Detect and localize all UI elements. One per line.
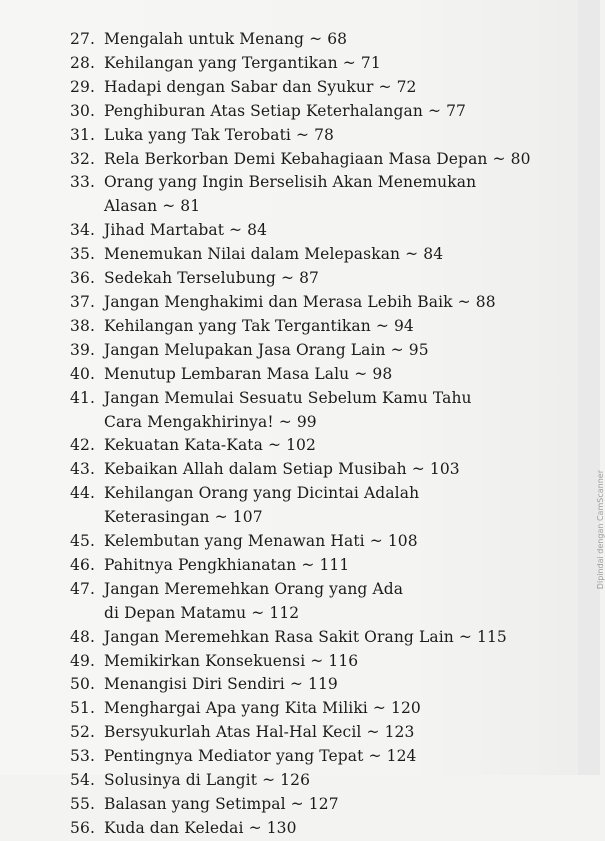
toc-entry-title-line: Kehilangan yang Tergantikan ~ 71 — [104, 53, 381, 72]
toc-entry — [62, 721, 502, 745]
toc-entry-title-line: Rela Berkorban Demi Kebahagiaan Masa Depan ~ 80 — [104, 149, 531, 168]
toc-entry-title — [104, 219, 502, 243]
toc-entry-number: 49. — [70, 651, 95, 670]
toc-entry-title-line: Kebaikan Allah dalam Setiap Musibah ~ 103 — [104, 460, 460, 479]
scan-margin — [578, 0, 605, 775]
toc-entry — [62, 76, 502, 100]
toc-entry-title-line: Jangan Melupakan Jasa Orang Lain ~ 95 — [104, 340, 429, 359]
toc-entry — [62, 100, 502, 124]
toc-entry-number: 27. — [70, 30, 95, 48]
toc-entry-title-line: Menutup Lembaran Masa Lalu ~ 98 — [104, 364, 393, 383]
toc-entry — [62, 291, 502, 315]
toc-entry — [62, 530, 502, 554]
toc-entry-title — [104, 387, 502, 435]
toc-entry-number: 55. — [70, 795, 95, 813]
toc-entry-number: 56. — [70, 818, 95, 837]
toc-entry-title — [104, 721, 502, 745]
toc-entry — [62, 219, 502, 243]
toc-entry-number: 36. — [70, 269, 95, 288]
toc-entry-title-line: Memikirkan Konsekuensi ~ 116 — [104, 651, 359, 670]
toc-entry-title-line: Mengalah untuk Menang ~ 68 — [104, 30, 348, 48]
toc-entry-number: 37. — [70, 292, 95, 311]
toc-entry-number: 41. — [70, 388, 95, 407]
toc-entry-number: 50. — [70, 675, 95, 694]
toc-entry-number: 46. — [70, 555, 95, 574]
toc-entry — [62, 458, 502, 482]
toc-entry-title — [104, 267, 502, 291]
toc-entry-number: 31. — [70, 125, 95, 144]
toc-entry-title — [104, 363, 502, 387]
toc-entry-title — [104, 793, 502, 817]
toc-entry-number: 38. — [70, 316, 95, 335]
toc-entry-number: 33. — [70, 173, 95, 192]
toc-entry — [62, 769, 502, 793]
toc-entry-number: 28. — [70, 53, 95, 72]
toc-entry-title — [104, 315, 502, 339]
toc-entry-title — [104, 458, 502, 482]
toc-entry — [62, 482, 502, 530]
toc-entry-number: 54. — [70, 771, 95, 790]
toc-entry-number: 47. — [70, 579, 95, 598]
table-of-contents — [62, 28, 531, 841]
toc-entry-title-line: Sedekah Terselubung ~ 87 — [104, 269, 319, 288]
toc-entry — [62, 434, 502, 458]
toc-entry-number: 45. — [70, 532, 95, 551]
toc-entry-title-line: Menemukan Nilai dalam Melepaskan ~ 84 — [104, 245, 444, 264]
toc-entry — [62, 697, 502, 721]
toc-entry-title — [104, 124, 502, 148]
toc-entry — [62, 52, 502, 76]
toc-entry-title-line: Jangan Memulai Sesuatu Sebelum Kamu Tahu — [104, 388, 472, 407]
toc-entry — [62, 578, 502, 626]
toc-entry — [62, 817, 502, 841]
toc-entry-title-line: Kekuatan Kata-Kata ~ 102 — [104, 436, 316, 455]
toc-entry — [62, 28, 502, 52]
toc-entry-title-line: Jangan Meremehkan Rasa Sakit Orang Lain ~ 115 — [104, 627, 507, 646]
toc-entry — [62, 554, 502, 578]
toc-entry-number: 43. — [70, 460, 95, 479]
toc-entry-title-line: Kuda dan Keledai ~ 130 — [104, 818, 297, 837]
toc-entry-title-line: Menangisi Diri Sendiri ~ 119 — [104, 675, 338, 694]
toc-entry-title-line: Bersyukurlah Atas Hal-Hal Kecil ~ 123 — [104, 723, 415, 742]
toc-entry-number: 42. — [70, 436, 95, 455]
toc-entry — [62, 387, 502, 435]
toc-entry-number: 29. — [70, 77, 95, 96]
toc-entry — [62, 745, 502, 769]
toc-entry-title — [104, 650, 502, 674]
toc-entry-title — [104, 745, 502, 769]
toc-entry-title — [104, 52, 502, 76]
toc-entry-number: 32. — [70, 149, 95, 168]
toc-entry-title — [104, 243, 502, 267]
toc-entry-title — [104, 171, 502, 219]
toc-entry-number: 53. — [70, 747, 95, 766]
toc-entry-title-line: Kelembutan yang Menawan Hati ~ 108 — [104, 532, 418, 551]
toc-entry-title-line: Alasan ~ 81 — [104, 197, 201, 216]
toc-entry-title-line: di Depan Matamu ~ 112 — [104, 603, 300, 622]
toc-entry-title-line: Kehilangan yang Tak Tergantikan ~ 94 — [104, 316, 414, 335]
toc-entry — [62, 124, 502, 148]
toc-entry-title — [104, 76, 502, 100]
toc-entry-number: 35. — [70, 245, 95, 264]
toc-entry-title-line: Jangan Meremehkan Orang yang Ada — [104, 579, 404, 598]
toc-entry-title-line: Pentingnya Mediator yang Tepat ~ 124 — [104, 747, 417, 766]
scanner-watermark: Dipindai dengan CamScanner — [596, 470, 605, 590]
toc-entry-number: 30. — [70, 101, 95, 120]
toc-entry-title — [104, 626, 507, 650]
toc-entry-title-line: Hadapi dengan Sabar dan Syukur ~ 72 — [104, 77, 417, 96]
toc-entry-title — [104, 28, 502, 52]
toc-entry-number: 48. — [70, 627, 95, 646]
toc-entry — [62, 267, 502, 291]
toc-entry-title-line: Luka yang Tak Terobati ~ 78 — [104, 125, 335, 144]
toc-entry-title — [104, 769, 502, 793]
toc-entry-number: 34. — [70, 221, 95, 240]
toc-entry — [62, 148, 531, 172]
toc-entry-title-line: Kehilangan Orang yang Dicintai Adalah — [104, 484, 420, 503]
toc-entry-title-line: Penghiburan Atas Setiap Keterhalangan ~ 77 — [104, 101, 467, 120]
toc-entry — [62, 626, 507, 650]
toc-entry-title — [104, 697, 502, 721]
toc-entry-title-line: Jihad Martabat ~ 84 — [104, 221, 268, 240]
toc-entry-title — [104, 100, 502, 124]
toc-entry-title-line: Pahitnya Pengkhianatan ~ 111 — [104, 555, 350, 574]
toc-entry-title — [104, 530, 502, 554]
toc-entry-number: 39. — [70, 340, 95, 359]
toc-entry — [62, 243, 502, 267]
toc-entry-title — [104, 578, 502, 626]
toc-entry — [62, 673, 502, 697]
toc-entry-title — [104, 339, 502, 363]
toc-entry-number: 51. — [70, 699, 95, 718]
toc-entry-title — [104, 434, 502, 458]
toc-entry-number: 40. — [70, 364, 95, 383]
toc-entry — [62, 315, 502, 339]
toc-entry-title-line: Solusinya di Langit ~ 126 — [104, 771, 311, 790]
toc-entry-title-line: Jangan Menghakimi dan Merasa Lebih Baik ~ 88 — [104, 292, 496, 311]
toc-entry — [62, 339, 502, 363]
toc-entry — [62, 171, 502, 219]
toc-entry-title — [104, 291, 502, 315]
toc-entry — [62, 650, 502, 674]
toc-entry-title-line: Cara Mengakhirinya! ~ 99 — [104, 412, 317, 431]
toc-entry-title — [104, 673, 502, 697]
toc-entry-title — [104, 482, 502, 530]
toc-entry — [62, 363, 502, 387]
toc-entry — [62, 793, 502, 817]
toc-entry-number: 44. — [70, 484, 95, 503]
toc-entry-title-line: Orang yang Ingin Berselisih Akan Menemukan — [104, 173, 477, 192]
toc-entry-title — [104, 148, 531, 172]
toc-entry-number: 52. — [70, 723, 95, 742]
toc-entry-title — [104, 554, 502, 578]
toc-entry-title-line: Keterasingan ~ 107 — [104, 508, 263, 527]
toc-entry-title-line: Balasan yang Setimpal ~ 127 — [104, 795, 339, 813]
toc-entry-title — [104, 817, 502, 841]
toc-entry-title-line: Menghargai Apa yang Kita Miliki ~ 120 — [104, 699, 421, 718]
